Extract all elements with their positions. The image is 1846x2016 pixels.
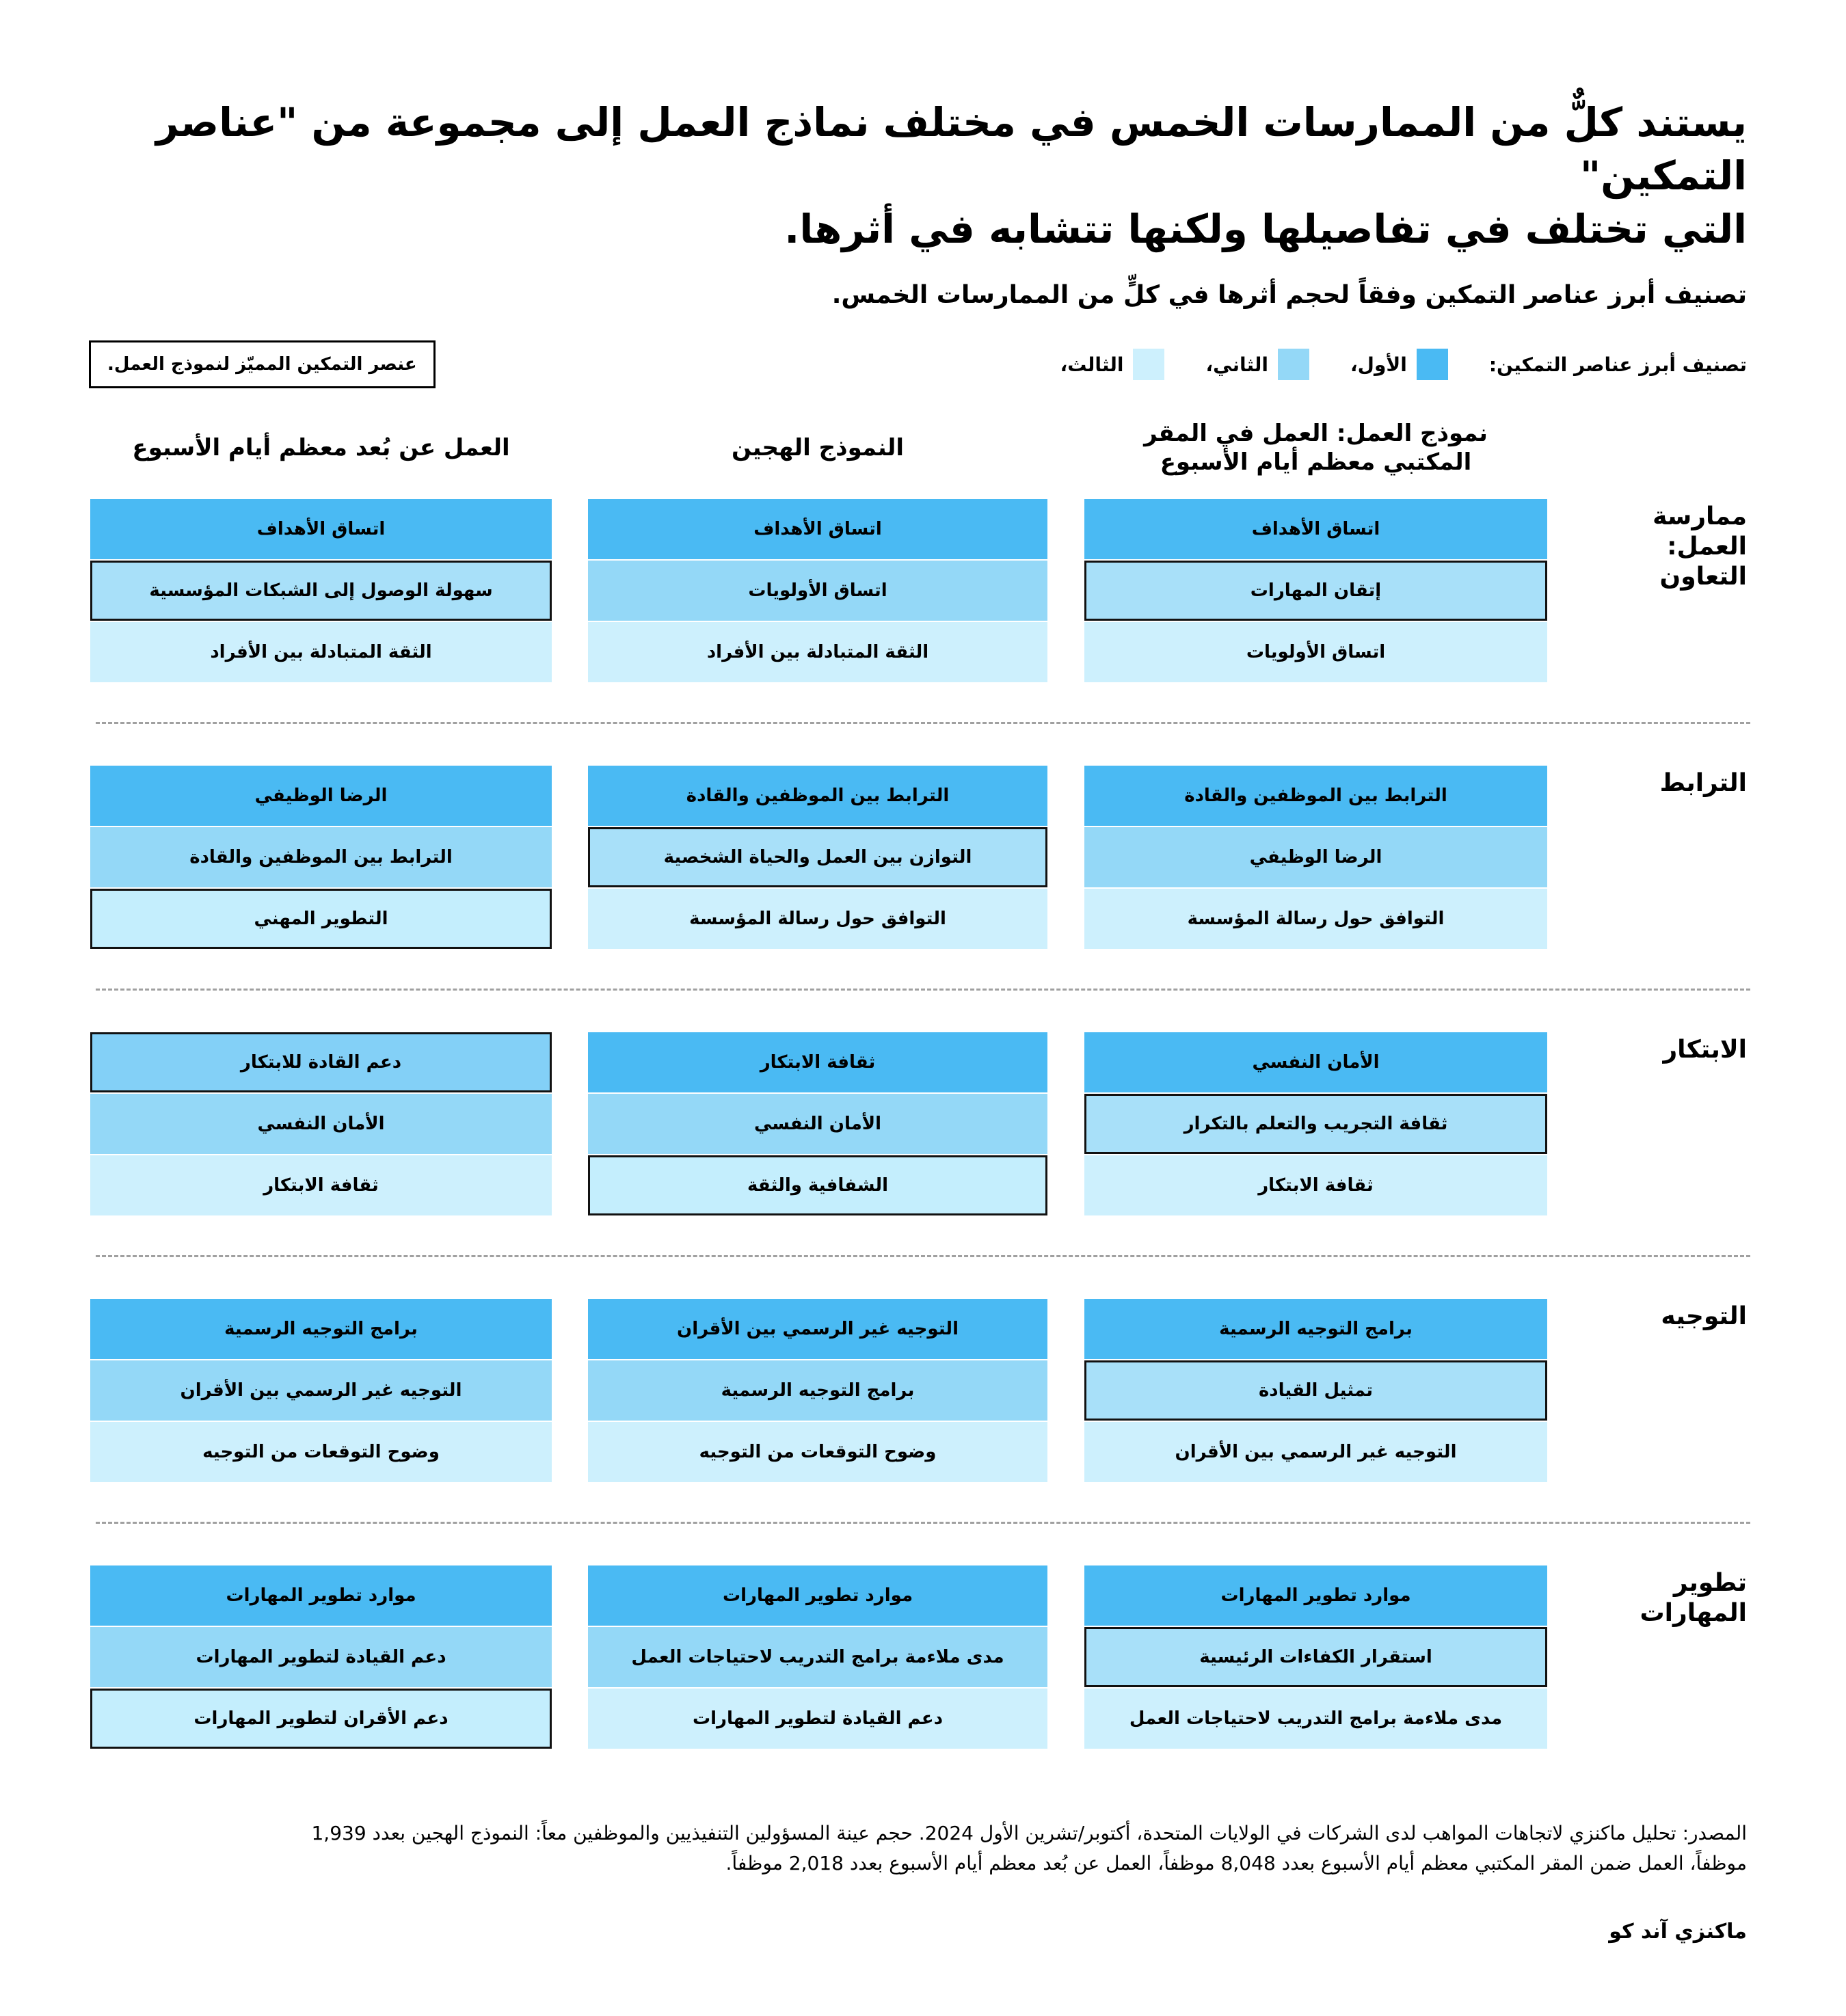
enabler-cell-office-rank-3 [1084, 889, 1547, 949]
enabler-label: مدى ملاءمة برامج التدريب لاحتياجات العمل [631, 1647, 1004, 1667]
practice-label-name: الترابط [1659, 769, 1747, 797]
enabler-label: موارد تطوير المهارات [226, 1585, 416, 1606]
enabler-cell-remote-rank-1 [90, 1565, 552, 1626]
column-header-office [1084, 410, 1547, 485]
page-subtitle: تصنيف أبرز عناصر التمكين وفقاً لحجم أثرها في كلٍّ من الممارسات الخمس. [831, 281, 1747, 309]
enabler-label: الأمان النفسي [753, 1114, 882, 1134]
enabler-cell-hybrid-rank-3 [588, 622, 1047, 682]
enabler-cell-office-rank-2 [1084, 561, 1547, 621]
enabler-cell-hybrid-rank-1 [588, 499, 1047, 559]
section-divider [96, 1255, 1750, 1257]
practice-label [1569, 502, 1747, 592]
enabler-label: سهولة الوصول إلى الشبكات المؤسسية [149, 580, 493, 601]
source-note [79, 1818, 1747, 1879]
enabler-cell-office-rank-2 [1084, 1627, 1547, 1687]
enabler-label: الثقة المتبادلة بين الأفراد [706, 642, 929, 662]
practice-label-name: التوجيه [1661, 1302, 1747, 1330]
enabler-cell-office-rank-1 [1084, 1299, 1547, 1359]
enabler-cell-remote-rank-3 [90, 622, 552, 682]
practice-label [1569, 1035, 1747, 1065]
enabler-cell-remote-rank-2 [90, 1627, 552, 1687]
column-header-line: المكتبي معظم أيام الأسبوع [1160, 448, 1472, 476]
enabler-label: وضوح التوقعات من التوجيه [699, 1442, 937, 1462]
enabler-label: الشفافية والثقة [747, 1175, 888, 1196]
enabler-cell-hybrid-rank-1 [588, 1032, 1047, 1092]
enabler-cell-remote-rank-3 [90, 1155, 552, 1215]
enabler-cell-hybrid-rank-2 [588, 1360, 1047, 1421]
enabler-label: الرضا الوظيفي [1249, 847, 1382, 868]
legend-swatch-third [1133, 349, 1164, 380]
enabler-cell-office-rank-3 [1084, 622, 1547, 682]
section-divider [96, 989, 1750, 991]
enabler-label: إتقان المهارات [1250, 580, 1382, 601]
enabler-cell-office-rank-1 [1084, 499, 1547, 559]
practice-label-name: تطوير المهارات [1640, 1569, 1747, 1627]
enabler-label: التوجيه غير الرسمي بين الأقران [1175, 1442, 1457, 1462]
enabler-cell-office-rank-2 [1084, 1094, 1547, 1154]
enabler-cell-remote-rank-1 [90, 499, 552, 559]
enabler-cell-remote-rank-2 [90, 561, 552, 621]
enabler-cell-office-rank-3 [1084, 1689, 1547, 1749]
enabler-label: برامج التوجيه الرسمية [721, 1380, 915, 1401]
practice-label [1569, 1568, 1747, 1628]
enabler-label: ثقافة التجريب والتعلم بالتكرار [1183, 1114, 1448, 1134]
column-header-hybrid [588, 410, 1047, 485]
enabler-label: الترابط بين الموظفين والقادة [686, 785, 950, 806]
enabler-cell-hybrid-rank-2 [588, 827, 1047, 887]
enabler-label: ثقافة الابتكار [760, 1052, 876, 1073]
source-line-1: المصدر: تحليل ماكنزي لاتجاهات المواهب لدى الشركات في الولايات المتحدة، أكتوبر/تشرين الأول 2024. حجم عينة المسؤولين التنفيذيين والموظفين معاً: النموذج الهجين بعدد 1,939 [311, 1822, 1747, 1844]
enabler-label: التطوير المهني [254, 909, 388, 929]
enabler-label: الترابط بين الموظفين والقادة [1184, 785, 1447, 806]
enabler-label: برامج التوجيه الرسمية [224, 1319, 418, 1339]
enabler-cell-remote-rank-2 [90, 1094, 552, 1154]
enabler-label: الأمان النفسي [257, 1114, 385, 1134]
column-header-line: العمل عن بُعد معظم أيام الأسبوع [132, 434, 510, 461]
enabler-cell-office-rank-2 [1084, 827, 1547, 887]
enabler-cell-remote-rank-3 [90, 1689, 552, 1749]
legend-item-label: الأول، [1350, 353, 1407, 376]
enabler-label: الترابط بين الموظفين والقادة [189, 847, 453, 868]
enabler-label: موارد تطوير المهارات [1220, 1585, 1411, 1606]
enabler-cell-office-rank-3 [1084, 1155, 1547, 1215]
enabler-label: التوجيه غير الرسمي بين الأقران [677, 1319, 959, 1339]
enabler-cell-hybrid-rank-2 [588, 1094, 1047, 1154]
enabler-cell-hybrid-rank-3 [588, 889, 1047, 949]
enabler-cell-remote-rank-3 [90, 889, 552, 949]
enabler-label: دعم القيادة لتطوير المهارات [692, 1708, 944, 1729]
legend-item-label: الثالث، [1060, 353, 1124, 376]
enabler-label: وضوح التوقعات من التوجيه [202, 1442, 440, 1462]
enabler-label: تمثيل القيادة [1258, 1380, 1374, 1401]
legend-item-third [1060, 349, 1165, 380]
section-divider [96, 1522, 1750, 1524]
enabler-label: دعم الأقران لتطوير المهارات [193, 1708, 449, 1729]
enabler-label: اتساق الأهداف [1251, 519, 1380, 539]
enabler-cell-hybrid-rank-2 [588, 1627, 1047, 1687]
enabler-cell-hybrid-rank-3 [588, 1155, 1047, 1215]
enabler-cell-hybrid-rank-1 [588, 1565, 1047, 1626]
legend [89, 339, 1747, 390]
legend-item-first [1350, 349, 1448, 380]
enabler-label: اتساق الأهداف [256, 519, 386, 539]
enabler-cell-hybrid-rank-1 [588, 766, 1047, 826]
brand-logo: ماكنزي آند كو [1609, 1920, 1747, 1944]
practice-label-prefix: ممارسة العمل: [1653, 502, 1747, 561]
enabler-cell-remote-rank-1 [90, 1299, 552, 1359]
enabler-label: التوجيه غير الرسمي بين الأقران [180, 1380, 462, 1401]
legend-swatch-second [1278, 349, 1309, 380]
enabler-cell-office-rank-1 [1084, 1032, 1547, 1092]
enabler-cell-office-rank-3 [1084, 1422, 1547, 1482]
enabler-label: دعم القيادة لتطوير المهارات [196, 1647, 446, 1667]
enabler-label: دعم القادة للابتكار [240, 1052, 402, 1073]
source-line-2: موظفاً، العمل ضمن المقر المكتبي معظم أيام الأسبوع بعدد 8,048 موظفاً، العمل عن بُعد معظم أيام الأسبوع بعدد 2,018 موظفاً. [725, 1852, 1747, 1874]
practice-label-name: الابتكار [1663, 1036, 1747, 1064]
enabler-cell-office-rank-2 [1084, 1360, 1547, 1421]
enabler-cell-hybrid-rank-3 [588, 1422, 1047, 1482]
enabler-cell-hybrid-rank-1 [588, 1299, 1047, 1359]
enabler-label: مدى ملاءمة برامج التدريب لاحتياجات العمل [1129, 1708, 1503, 1729]
enabler-label: برامج التوجيه الرسمية [1219, 1319, 1413, 1339]
enabler-label: ثقافة الابتكار [1258, 1175, 1374, 1196]
enabler-label: التوافق حول رسالة المؤسسة [1187, 909, 1445, 929]
legend-distinct-box: عنصر التمكين المميّز لنموذج العمل. [89, 340, 436, 388]
page-title [89, 96, 1747, 256]
enabler-label: ثقافة الابتكار [263, 1175, 379, 1196]
enabler-label: التوازن بين العمل والحياة الشخصية [663, 847, 972, 868]
enabler-label: استقرار الكفاءات الرئيسية [1199, 1647, 1432, 1667]
enabler-cell-remote-rank-1 [90, 1032, 552, 1092]
practice-label [1569, 768, 1747, 798]
enabler-cell-hybrid-rank-2 [588, 561, 1047, 621]
enabler-cell-remote-rank-1 [90, 766, 552, 826]
column-header-line: نموذج العمل: العمل في المقر [1144, 420, 1488, 447]
enabler-label: التوافق حول رسالة المؤسسة [689, 909, 946, 929]
legend-item-label: الثاني، [1205, 353, 1269, 376]
page-header [89, 96, 1747, 390]
enabler-label: اتساق الأولويات [1246, 642, 1386, 662]
enabler-cell-office-rank-1 [1084, 766, 1547, 826]
legend-swatch-first [1417, 349, 1448, 380]
practice-label [1569, 1302, 1747, 1332]
section-divider [96, 722, 1750, 724]
enabler-cell-remote-rank-2 [90, 827, 552, 887]
enabler-label: موارد تطوير المهارات [722, 1585, 913, 1606]
enabler-label: الثقة المتبادلة بين الأفراد [210, 642, 432, 662]
column-header-line: النموذج الهجين [731, 434, 905, 461]
column-header-remote [90, 410, 552, 485]
enabler-label: الأمان النفسي [1252, 1052, 1380, 1073]
enabler-cell-remote-rank-2 [90, 1360, 552, 1421]
enabler-cell-hybrid-rank-3 [588, 1689, 1047, 1749]
enabler-label: الرضا الوظيفي [254, 785, 388, 806]
legend-item-second [1205, 349, 1309, 380]
title-line-2: التي تختلف في تفاصيلها ولكنها تتشابه في أثرها. [784, 206, 1747, 252]
enabler-label: اتساق الأهداف [753, 519, 882, 539]
enabler-label: اتساق الأولويات [748, 580, 887, 601]
practice-label-name: التعاون [1659, 563, 1747, 591]
enabler-cell-office-rank-1 [1084, 1565, 1547, 1626]
title-line-1: يستند كلٌّ من الممارسات الخمس في مختلف نماذج العمل إلى مجموعة من "عناصر التمكين" [155, 99, 1747, 199]
legend-label: تصنيف أبرز عناصر التمكين: [1488, 353, 1747, 376]
enabler-cell-remote-rank-3 [90, 1422, 552, 1482]
